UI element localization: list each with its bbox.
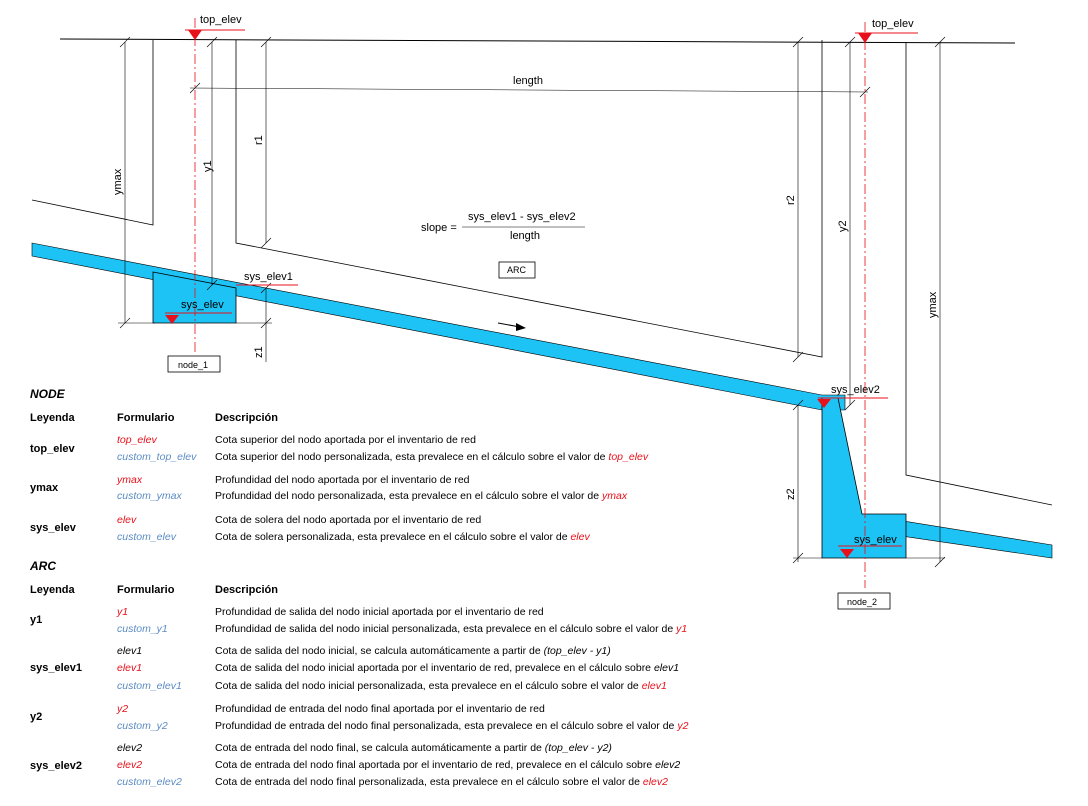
arc-field: y1	[117, 606, 129, 618]
label-r1: r1	[253, 135, 265, 145]
arc-section-title: ARC	[30, 559, 56, 573]
label-sys-elev1: sys_elev1	[244, 271, 293, 283]
node-desc: Profundidad del nodo aportada por el inventario de red	[215, 474, 470, 486]
label-y2: y2	[837, 220, 849, 232]
node-header-descripcion: Descripción	[215, 412, 278, 424]
arc-field: elev1	[117, 662, 143, 674]
label-sys-elev-left: sys_elev	[181, 299, 224, 311]
arc-key-y1: y1	[30, 614, 43, 626]
node-desc: Cota superior del nodo personalizada, esta prevalece en el cálculo sobre el valor de top_elev	[215, 451, 649, 463]
pipe-main	[32, 243, 845, 410]
label-sys-elev2: sys_elev2	[831, 384, 880, 396]
label-sys-elev-right: sys_elev	[854, 534, 897, 546]
arc-field: elev2	[117, 759, 143, 771]
node-key-sys-elev: sys_elev	[30, 522, 76, 534]
arc-field: elev2	[117, 742, 143, 754]
node-field: top_elev	[117, 434, 157, 446]
slope-denominator: length	[510, 230, 540, 242]
arc-field: custom_y2	[117, 720, 168, 732]
node-key-ymax: ymax	[30, 482, 59, 494]
node-field: custom_elev	[117, 531, 176, 543]
arc-desc: Cota de entrada del nodo final, se calcula automáticamente a partir de (top_elev - y2)	[215, 742, 612, 754]
label-length: length	[513, 75, 543, 87]
arc-desc: Cota de salida del nodo inicial personalizada, esta prevalece en el cálculo sobre el valor de elev1	[215, 680, 667, 692]
label-top-elev-right: top_elev	[872, 18, 914, 30]
node-field: ymax	[117, 474, 143, 486]
arc-header-descripcion: Descripción	[215, 584, 278, 596]
arc-field: elev1	[117, 645, 143, 657]
label-y1: y1	[202, 160, 214, 172]
node-desc: Cota de solera personalizada, esta prevalece en el cálculo sobre el valor de elev	[215, 531, 590, 543]
node-key-top-elev: top_elev	[30, 443, 75, 455]
node-header-formulario: Formulario	[117, 412, 175, 424]
node-desc: Cota de solera del nodo aportada por el inventario de red	[215, 514, 482, 526]
arc-desc: Cota de salida del nodo inicial aportada por el inventario de red, prevalece en el cálculo sobre elev1	[215, 662, 680, 674]
arc-field: custom_y1	[117, 623, 168, 635]
label-top-elev-left: top_elev	[200, 14, 242, 26]
arc-field: y2	[117, 703, 129, 715]
arc-desc: Cota de entrada del nodo final aportada por el inventario de red, prevalece en el cálculo sobre elev2	[215, 759, 681, 771]
arc-desc: Profundidad de entrada del nodo final aportada por el inventario de red	[215, 703, 545, 715]
arc-key-y2: y2	[30, 711, 43, 723]
node-field: custom_top_elev	[117, 451, 197, 463]
arc-box-label: ARC	[507, 265, 527, 275]
arc-key-sys-elev2: sys_elev2	[30, 760, 82, 772]
node-field: custom_ymax	[117, 490, 182, 502]
arc-desc: Cota de salida del nodo inicial, se calcula automáticamente a partir de (top_elev - y1)	[215, 645, 611, 657]
node-section-title: NODE	[30, 387, 65, 401]
arc-header-formulario: Formulario	[117, 584, 175, 596]
node2-box-label: node_2	[847, 597, 878, 607]
arc-desc: Profundidad de entrada del nodo final personalizada, esta prevalece en el cálculo sobre el valor de y2	[215, 720, 689, 732]
node-desc: Cota superior del nodo aportada por el inventario de red	[215, 434, 476, 446]
label-r2: r2	[785, 195, 797, 205]
node-desc: Profundidad del nodo personalizada, esta prevalece en el cálculo sobre el valor de ymax	[215, 490, 628, 502]
arc-key-sys-elev1: sys_elev1	[30, 662, 82, 674]
arc-desc: Profundidad de salida del nodo inicial personalizada, esta prevalece en el cálculo sobre el valor de y1	[215, 623, 688, 635]
node2-wall-right	[906, 42, 1052, 505]
ground-line	[60, 39, 1015, 43]
node-field: elev	[117, 514, 137, 526]
label-z2: z2	[785, 488, 797, 500]
arc-field: custom_elev2	[117, 776, 182, 788]
slope-numerator: sys_elev1 - sys_elev2	[468, 211, 576, 223]
arc-header-leyenda: Leyenda	[30, 584, 75, 596]
arc-field: custom_elev1	[117, 680, 182, 692]
node-header-leyenda: Leyenda	[30, 412, 75, 424]
label-ymax-left: ymax	[112, 168, 124, 195]
label-z1: z1	[253, 346, 265, 358]
arc-desc: Profundidad de salida del nodo inicial aportada por el inventario de red	[215, 606, 544, 618]
flow-arrow	[498, 323, 526, 331]
node1-box-label: node_1	[178, 360, 209, 370]
arc-desc: Cota de entrada del nodo final personalizada, esta prevalece en el cálculo sobre el valor de elev2	[215, 776, 668, 788]
slope-prefix: slope =	[421, 222, 457, 234]
node1-wall-left	[32, 40, 153, 225]
label-ymax-right: ymax	[927, 291, 939, 318]
